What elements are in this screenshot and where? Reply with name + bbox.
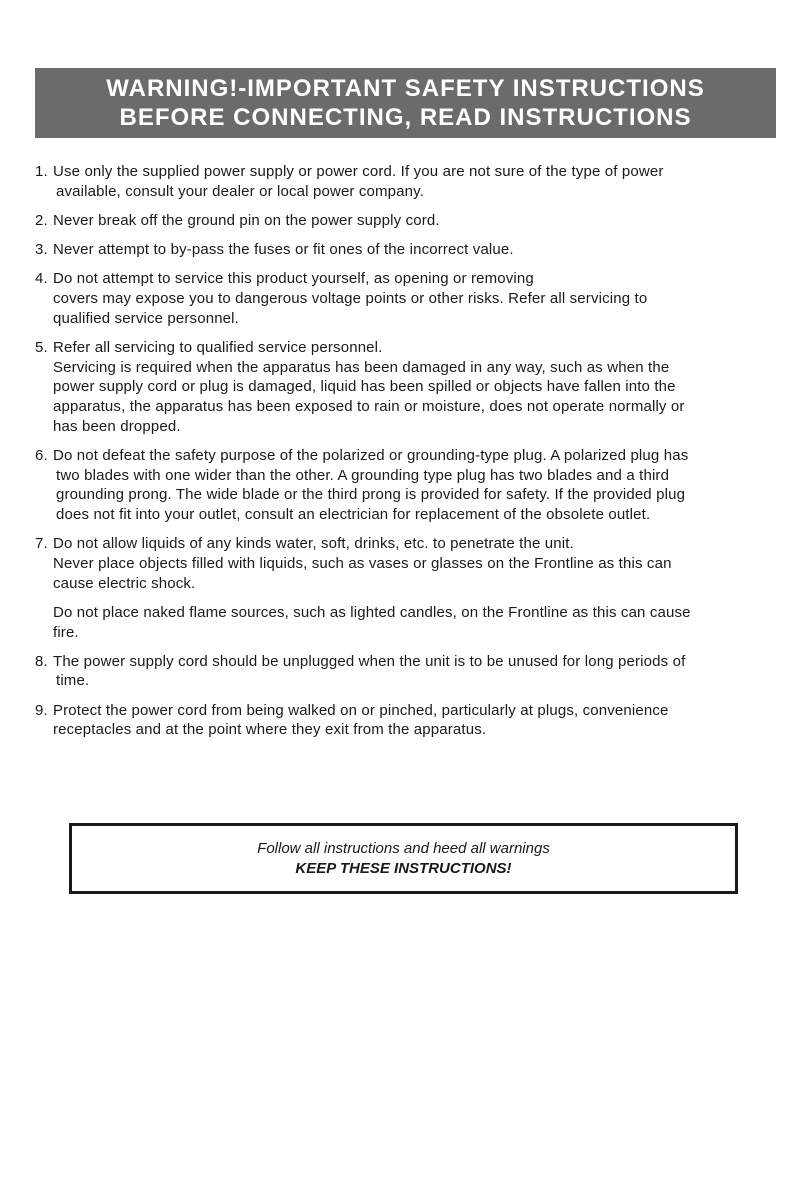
list-item (35, 338, 780, 437)
item-text: Use only the supplied power supply or power cord. If you are not sure of the type of power available, consult your dealer or local power company. (53, 163, 664, 200)
list-item (35, 534, 780, 642)
item-text: The power supply cord should be unplugged when the unit is to be unused for long periods of time. (53, 652, 686, 690)
item-text: Refer all servicing to qualified service personnel. Servicing is required when the apparatus has been damaged in any way, such as when the power supply cord or plug is damaged, liquid has been spilled or objects have fallen into the apparatus, the apparatus has been exposed to rain or moisture, does not operate normally or has been dropped. (53, 338, 685, 435)
item-number: 9. (35, 701, 48, 719)
item-text: Never break off the ground pin on the power supply cord. (53, 211, 440, 229)
warning-header (35, 68, 776, 138)
list-item (35, 701, 780, 740)
item-number: 5. (35, 338, 48, 356)
list-item (35, 211, 780, 231)
item-text: Do not allow liquids of any kinds water, soft, drinks, etc. to penetrate the unit. Never place objects filled with liquids, such as vases or glasses on the Frontline as this can cause electric shock. Do not place naked flame sources, such as lighted candles, on the Frontline as this can cause fire. (53, 535, 691, 641)
item-text: Do not attempt to service this product yourself, as opening or removing covers may expose you to dangerous voltage points or other risks. Refer all servicing to qualified service personnel. (53, 270, 648, 327)
keep-instructions-notice (69, 823, 738, 894)
list-item (35, 652, 780, 691)
list-item (35, 269, 780, 328)
item-number: 6. (35, 446, 48, 464)
item-text: Do not defeat the safety purpose of the polarized or grounding-type plug. A polarized plug has two blades with one wider than the other. A grounding type plug has two blades and a third grounding prong. The wide blade or the third prong is provided for safety. If the provided plug does not fit into your outlet, consult an electrician for replacement of the obsolete outlet. (53, 446, 689, 524)
item-text: Protect the power cord from being walked on or pinched, particularly at plugs, convenience receptacles and at the point where they exit from the apparatus. (53, 701, 669, 739)
item-text: Never attempt to by-pass the fuses or fit ones of the incorrect value. (53, 241, 514, 259)
safety-instructions-list (35, 162, 780, 750)
list-item (35, 446, 780, 525)
item-number: 2. (35, 211, 48, 229)
item-number: 8. (35, 652, 48, 670)
item-number: 3. (35, 241, 48, 259)
list-item (35, 162, 780, 201)
warning-title: WARNING!-IMPORTANT SAFETY INSTRUCTIONS (106, 75, 705, 102)
list-item (35, 240, 780, 260)
item-number: 4. (35, 270, 48, 288)
item-number: 7. (35, 535, 48, 553)
notice-line: Follow all instructions and heed all warnings (257, 840, 550, 857)
notice-emphasis: KEEP THESE INSTRUCTIONS! (295, 860, 512, 877)
warning-subtitle: BEFORE CONNECTING, READ INSTRUCTIONS (119, 104, 692, 131)
item-number: 1. (35, 163, 48, 180)
